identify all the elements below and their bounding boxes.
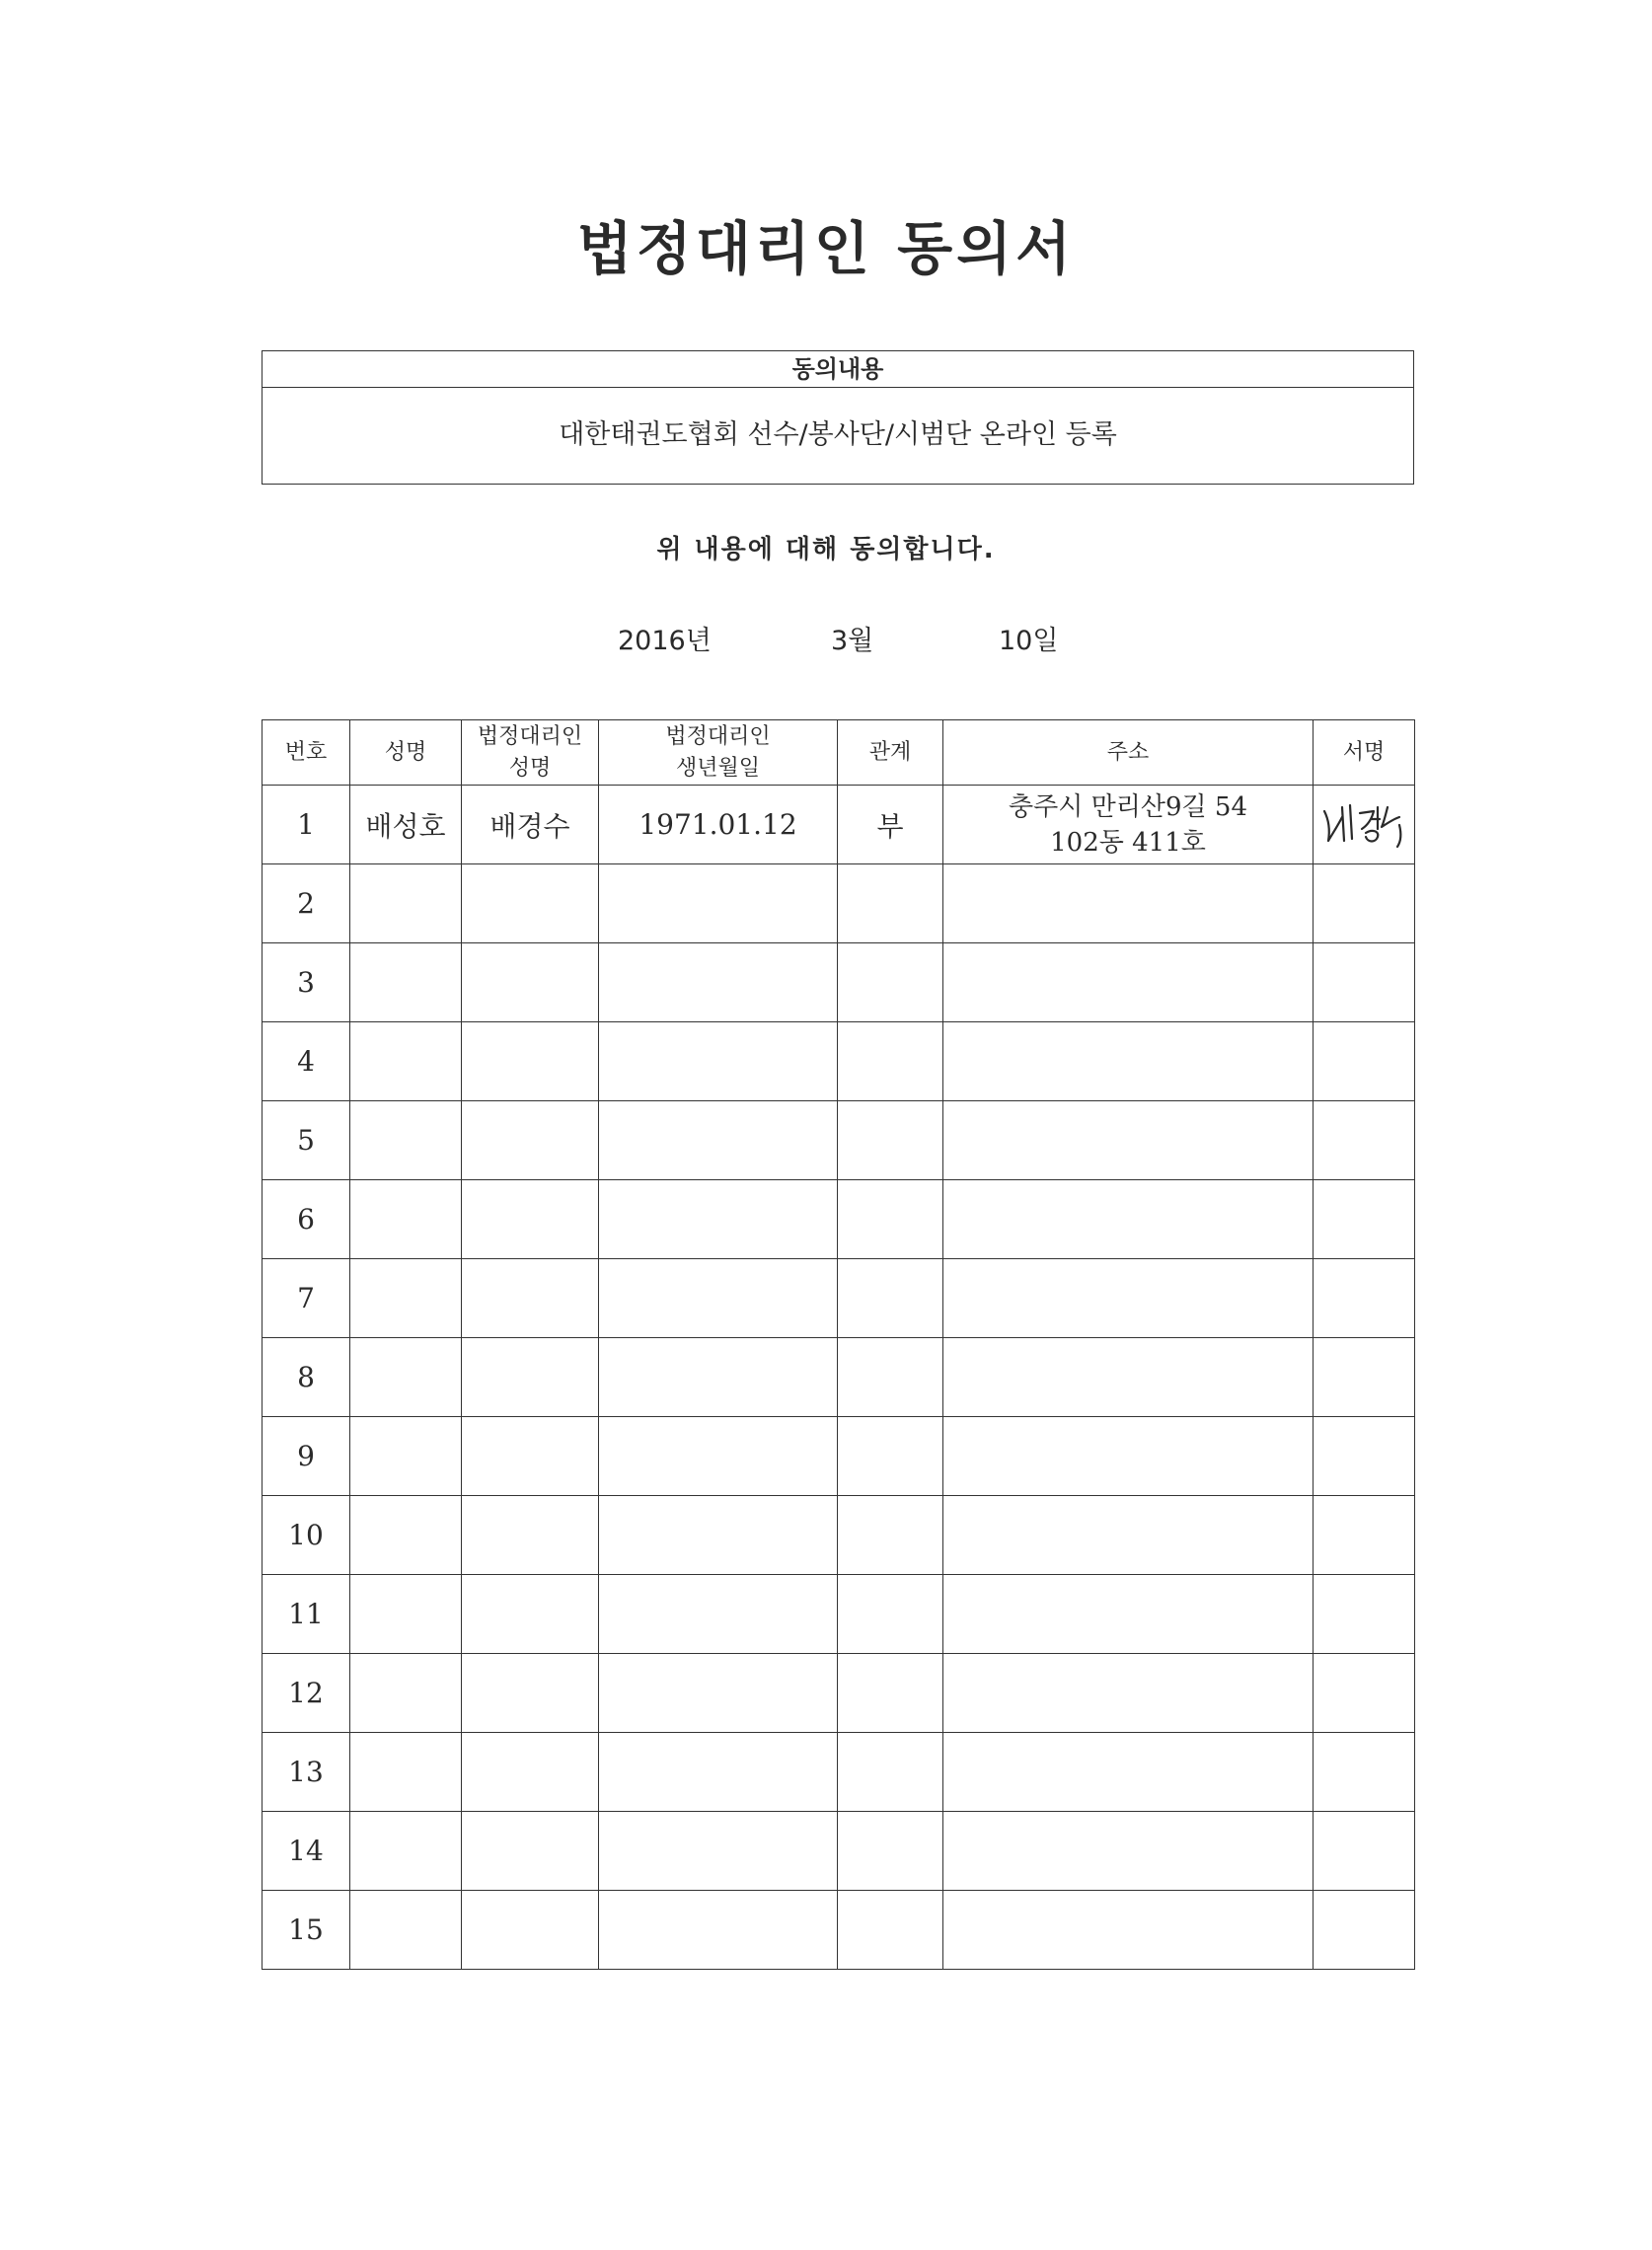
cell-address	[943, 1891, 1314, 1970]
header-guardian-birth	[599, 720, 838, 786]
cell-guardian-name	[462, 1101, 599, 1180]
cell-guardian-birth	[599, 1180, 838, 1259]
cell-address	[943, 786, 1314, 864]
cell-signature	[1314, 1575, 1415, 1654]
cell-guardian-name	[462, 1259, 599, 1338]
header-guardian-name-line2: 성명	[508, 755, 552, 781]
cell-guardian-birth	[599, 1338, 838, 1417]
cell-guardian-name	[462, 1575, 599, 1654]
header-name: 성명	[350, 720, 462, 786]
table-row	[263, 943, 1415, 1022]
cell-number: 7	[263, 1259, 350, 1338]
table-row	[263, 1496, 1415, 1575]
cell-signature	[1314, 1338, 1415, 1417]
cell-signature	[1314, 1891, 1415, 1970]
cell-name	[350, 1812, 462, 1891]
cell-guardian-birth	[599, 1417, 838, 1496]
cell-guardian-birth	[599, 1101, 838, 1180]
cell-guardian-name	[462, 1022, 599, 1101]
cell-guardian-name	[462, 1180, 599, 1259]
agreement-statement: 위 내용에 대해 동의합니다.	[656, 535, 996, 564]
cell-number: 5	[263, 1101, 350, 1180]
cell-guardian-birth	[599, 1575, 838, 1654]
header-guardian-name-line1: 법정대리인	[477, 723, 583, 749]
cell-number: 2	[263, 864, 350, 943]
consent-box	[262, 350, 1414, 485]
cell-signature	[1314, 1022, 1415, 1101]
cell-guardian-birth	[599, 1891, 838, 1970]
cell-relation	[838, 1654, 943, 1733]
cell-name	[350, 1101, 462, 1180]
cell-guardian-name	[462, 1812, 599, 1891]
cell-guardian-name	[462, 1417, 599, 1496]
table-row	[263, 1022, 1415, 1101]
date-day: 10일	[999, 626, 1059, 656]
header-guardian-birth-line1: 법정대리인	[665, 723, 771, 749]
cell-relation	[838, 1812, 943, 1891]
cell-address	[943, 1496, 1314, 1575]
cell-relation	[838, 1417, 943, 1496]
table-row	[263, 1812, 1415, 1891]
cell-name	[350, 1733, 462, 1812]
cell-number: 10	[263, 1496, 350, 1575]
consent-header: 동의내용	[263, 351, 1413, 388]
cell-relation	[838, 1101, 943, 1180]
table-row	[263, 786, 1415, 864]
table-row	[263, 1891, 1415, 1970]
date-month: 3월	[831, 626, 874, 656]
cell-signature	[1314, 1812, 1415, 1891]
cell-guardian-birth	[599, 1022, 838, 1101]
cell-relation	[838, 943, 943, 1022]
cell-guardian-name	[462, 943, 599, 1022]
header-address: 주소	[943, 720, 1314, 786]
cell-relation	[838, 1575, 943, 1654]
cell-signature	[1314, 786, 1415, 864]
consent-content: 대한태권도협회 선수/봉사단/시범단 온라인 등록	[559, 419, 1117, 450]
cell-name	[350, 1891, 462, 1970]
cell-signature	[1314, 1496, 1415, 1575]
cell-relation	[838, 1338, 943, 1417]
cell-signature	[1314, 1417, 1415, 1496]
page-title: 법정대리인 동의서	[576, 215, 1076, 282]
cell-name	[350, 864, 462, 943]
header-relation: 관계	[838, 720, 943, 786]
cell-signature	[1314, 1259, 1415, 1338]
cell-relation	[838, 1733, 943, 1812]
cell-guardian-birth	[599, 1733, 838, 1812]
cell-number: 1	[263, 786, 350, 864]
header-signature: 서명	[1314, 720, 1415, 786]
table-row	[263, 1180, 1415, 1259]
cell-signature	[1314, 864, 1415, 943]
cell-signature	[1314, 1654, 1415, 1733]
cell-address	[943, 1101, 1314, 1180]
cell-address-line1: 충주시 만리산9길 54	[1009, 791, 1247, 822]
cell-guardian-birth	[599, 1654, 838, 1733]
cell-address	[943, 1575, 1314, 1654]
table-row	[263, 1654, 1415, 1733]
cell-relation	[838, 1496, 943, 1575]
guardian-consent-table	[262, 719, 1415, 1970]
cell-guardian-name	[462, 1338, 599, 1417]
cell-relation	[838, 1022, 943, 1101]
header-guardian-name	[462, 720, 599, 786]
table-row	[263, 1575, 1415, 1654]
header-number: 번호	[263, 720, 350, 786]
cell-guardian-name	[462, 1891, 599, 1970]
cell-number: 4	[263, 1022, 350, 1101]
cell-guardian-name	[462, 1654, 599, 1733]
cell-address	[943, 864, 1314, 943]
cell-address	[943, 1654, 1314, 1733]
cell-number: 6	[263, 1180, 350, 1259]
cell-number: 13	[263, 1733, 350, 1812]
cell-name	[350, 1654, 462, 1733]
cell-name	[350, 1338, 462, 1417]
cell-number: 3	[263, 943, 350, 1022]
cell-number: 11	[263, 1575, 350, 1654]
table-row	[263, 1338, 1415, 1417]
cell-relation	[838, 1259, 943, 1338]
cell-name: 배성호	[350, 786, 462, 864]
cell-address	[943, 943, 1314, 1022]
cell-number: 8	[263, 1338, 350, 1417]
cell-signature	[1314, 1180, 1415, 1259]
table-row	[263, 864, 1415, 943]
header-guardian-birth-line2: 생년월일	[675, 755, 760, 781]
cell-guardian-name	[462, 1733, 599, 1812]
cell-name	[350, 1575, 462, 1654]
cell-guardian-birth	[599, 1812, 838, 1891]
handwritten-signature	[1316, 789, 1411, 853]
cell-guardian-name	[462, 1496, 599, 1575]
cell-name	[350, 1022, 462, 1101]
cell-address	[943, 1259, 1314, 1338]
cell-address	[943, 1338, 1314, 1417]
table-row	[263, 1101, 1415, 1180]
cell-address-line2: 102동 411호	[1050, 827, 1206, 858]
cell-address	[943, 1733, 1314, 1812]
cell-number: 12	[263, 1654, 350, 1733]
cell-guardian-birth	[599, 864, 838, 943]
cell-number: 14	[263, 1812, 350, 1891]
table-row	[263, 1733, 1415, 1812]
table-header-row	[263, 720, 1415, 786]
cell-relation: 부	[838, 786, 943, 864]
cell-guardian-birth: 1971.01.12	[599, 786, 838, 864]
cell-name	[350, 1417, 462, 1496]
cell-signature	[1314, 1101, 1415, 1180]
cell-guardian-birth	[599, 1259, 838, 1338]
cell-name	[350, 1259, 462, 1338]
date-year: 2016년	[618, 626, 712, 656]
cell-name	[350, 1180, 462, 1259]
cell-number: 15	[263, 1891, 350, 1970]
cell-guardian-name: 배경수	[462, 786, 599, 864]
cell-guardian-name	[462, 864, 599, 943]
cell-guardian-birth	[599, 1496, 838, 1575]
cell-address	[943, 1812, 1314, 1891]
cell-relation	[838, 1180, 943, 1259]
cell-name	[350, 943, 462, 1022]
cell-address	[943, 1417, 1314, 1496]
table-row	[263, 1259, 1415, 1338]
cell-relation	[838, 1891, 943, 1970]
cell-address	[943, 1022, 1314, 1101]
cell-name	[350, 1496, 462, 1575]
cell-relation	[838, 864, 943, 943]
cell-number: 9	[263, 1417, 350, 1496]
cell-guardian-birth	[599, 943, 838, 1022]
table-row	[263, 1417, 1415, 1496]
cell-signature	[1314, 1733, 1415, 1812]
cell-signature	[1314, 943, 1415, 1022]
cell-address	[943, 1180, 1314, 1259]
